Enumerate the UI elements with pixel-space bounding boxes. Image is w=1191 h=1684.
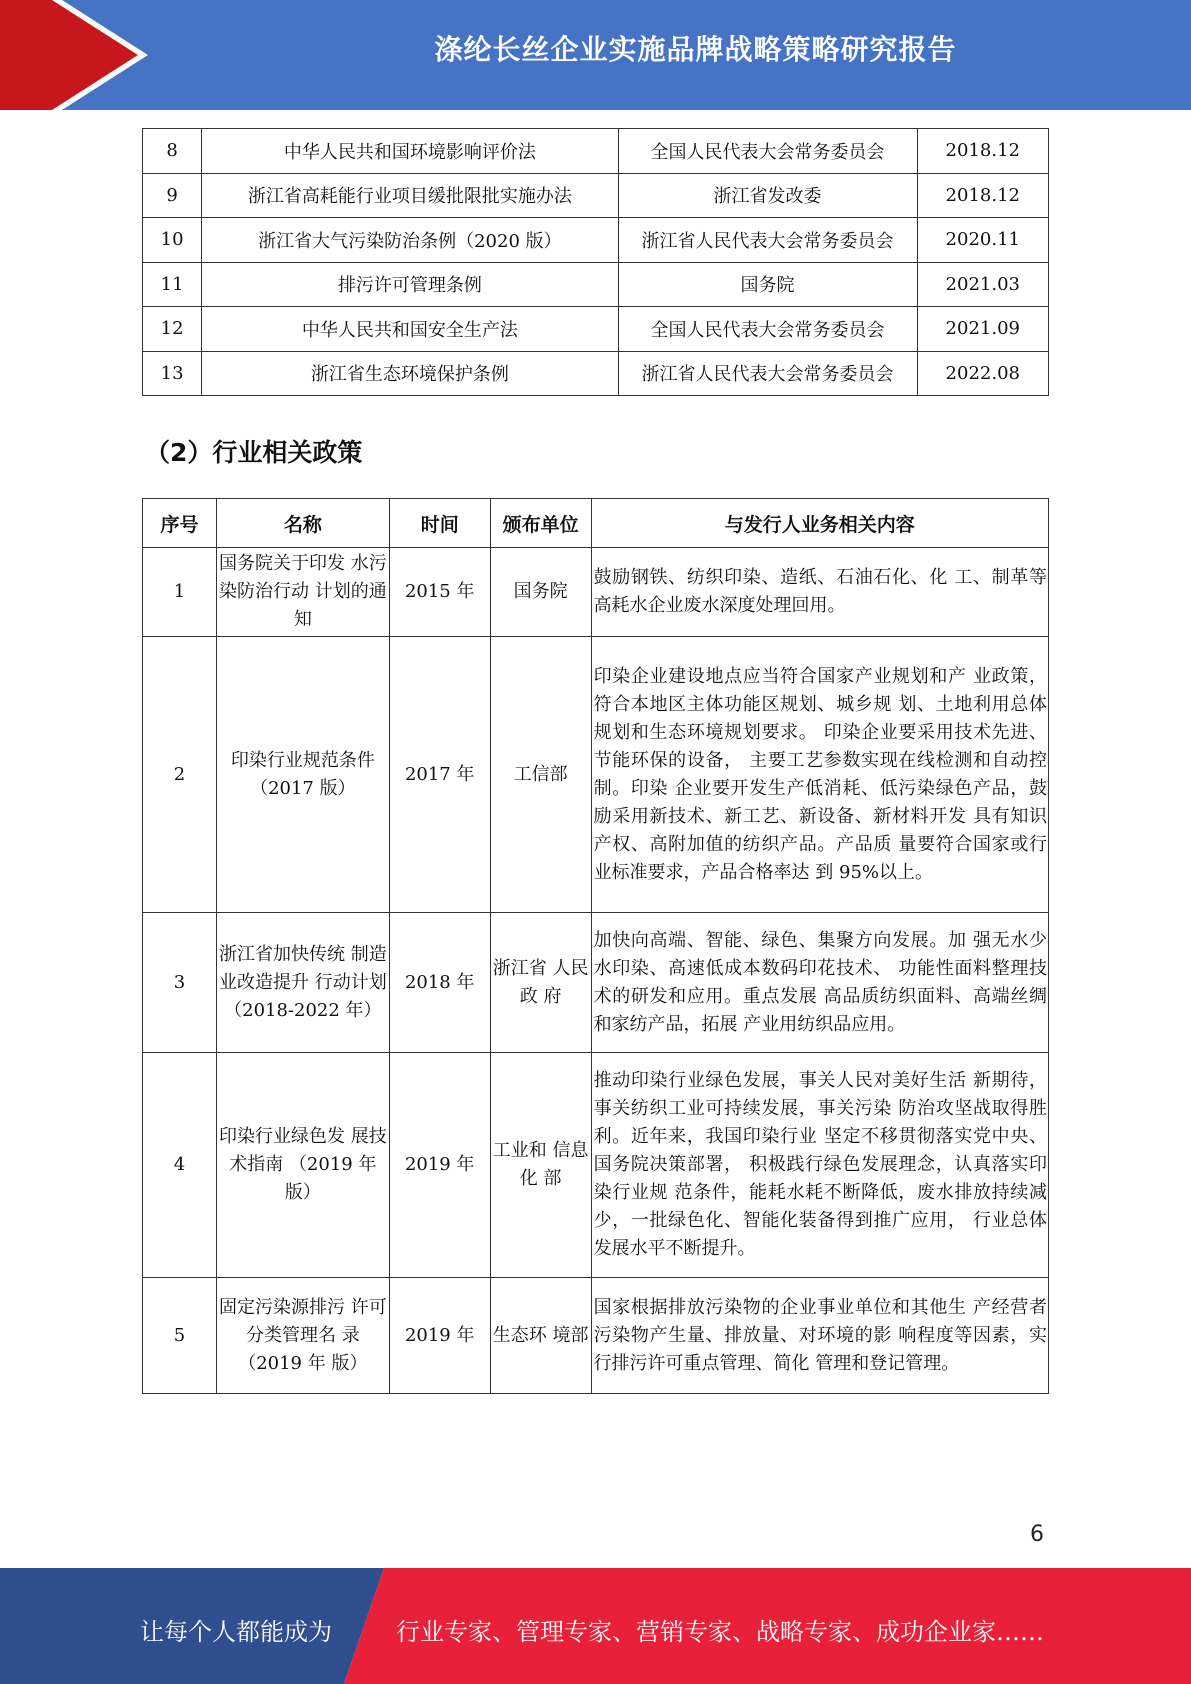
- law-no: 13: [143, 351, 202, 396]
- law-no: 12: [143, 307, 202, 352]
- policy-issuer: 工信部: [490, 637, 591, 913]
- law-no: 9: [143, 173, 202, 218]
- law-date: 2022.08: [917, 351, 1048, 396]
- law-date: 2021.09: [917, 307, 1048, 352]
- table-row: [143, 173, 1049, 218]
- law-issuer: 浙江省发改委: [618, 173, 917, 218]
- footer-slogan-left: 让每个人都能成为: [140, 1618, 332, 1646]
- page-footer: [0, 1568, 1191, 1684]
- law-issuer: 全国人民代表大会常务委员会: [618, 307, 917, 352]
- table-row: [143, 913, 1049, 1053]
- table-row: [143, 1278, 1049, 1394]
- policy-name: 印染行业规范条件（2017 版）: [216, 637, 389, 913]
- footer-slogan-right: 行业专家、管理专家、营销专家、战略专家、成功企业家……: [396, 1618, 1044, 1646]
- policy-content: 国家根据排放污染物的企业事业单位和其他生 产经营者污染物产生量、排放量、对环境的影 响程度等因素，实行排污许可重点管理、简化 管理和登记管理。: [591, 1278, 1048, 1394]
- policy-no: 4: [143, 1053, 217, 1278]
- policy-issuer: 浙江省 人民政 府: [490, 913, 591, 1053]
- law-date: 2021.03: [917, 262, 1048, 307]
- table-row: [143, 129, 1049, 174]
- policy-time: 2019 年: [389, 1053, 490, 1278]
- law-name: 浙江省大气污染防治条例（2020 版）: [202, 218, 618, 263]
- policy-content: 印染企业建设地点应当符合国家产业规划和产 业政策，符合本地区主体功能区规划、城乡规 划、土地利用总体规划和生态环境规划要求。 印染企业要采用技术先进、节能环保的设备， 主要工艺参数实现在线检测和自动控制。印染 企业要开发生产低消耗、低污染绿色产品，鼓 励采用新技术、新工艺、新设备、新材料开发 具有知识产权、高附加值的纺织产品。产品质 量要符合国家或行业标准要求，产品合格率达 到 95%以上。: [591, 637, 1048, 913]
- table-row: [143, 637, 1049, 913]
- policy-no: 1: [143, 548, 217, 637]
- law-table: [142, 128, 1049, 396]
- policy-time: 2019 年: [389, 1278, 490, 1394]
- law-issuer: 浙江省人民代表大会常务委员会: [618, 351, 917, 396]
- policy-issuer: 国务院: [490, 548, 591, 637]
- table-row: [143, 307, 1049, 352]
- page-number: 6: [1030, 1522, 1044, 1547]
- policy-name: 国务院关于印发 水污染防治行动 计划的通知: [216, 548, 389, 637]
- table-row: [143, 351, 1049, 396]
- law-name: 排污许可管理条例: [202, 262, 618, 307]
- policy-content: 加快向高端、智能、绿色、集聚方向发展。加 强无水少水印染、高速低成本数码印花技术、 功能性面料整理技术的研发和应用。重点发展 高品质纺织面料、高端丝绸和家纺产品，拓展 产业用纺织品应用。: [591, 913, 1048, 1053]
- law-name: 浙江省高耗能行业项目缓批限批实施办法: [202, 173, 618, 218]
- law-no: 8: [143, 129, 202, 174]
- policy-content: 鼓励钢铁、纺织印染、造纸、石油石化、化 工、制革等高耗水企业废水深度处理回用。: [591, 548, 1048, 637]
- law-no: 11: [143, 262, 202, 307]
- law-date: 2018.12: [917, 173, 1048, 218]
- policy-issuer: 工业和 信息化 部: [490, 1053, 591, 1278]
- header-no: 序号: [143, 499, 217, 548]
- table-row: [143, 548, 1049, 637]
- policy-name: 浙江省加快传统 制造业改造提升 行动计划 （2018-2022 年）: [216, 913, 389, 1053]
- policy-time: 2017 年: [389, 637, 490, 913]
- policy-issuer: 生态环 境部: [490, 1278, 591, 1394]
- policy-no: 2: [143, 637, 217, 913]
- law-date: 2020.11: [917, 218, 1048, 263]
- table-row: [143, 1053, 1049, 1278]
- table-row: [143, 218, 1049, 263]
- policy-name: 印染行业绿色发 展技术指南 （2019 年版）: [216, 1053, 389, 1278]
- law-name: 中华人民共和国环境影响评价法: [202, 129, 618, 174]
- law-issuer: 全国人民代表大会常务委员会: [618, 129, 917, 174]
- policy-time: 2018 年: [389, 913, 490, 1053]
- policy-table: [142, 498, 1049, 1394]
- header-time: 时间: [389, 499, 490, 548]
- header-content: 与发行人业务相关内容: [591, 499, 1048, 548]
- page-header: [0, 0, 1191, 110]
- policy-no: 5: [143, 1278, 217, 1394]
- policy-time: 2015 年: [389, 548, 490, 637]
- header-title: 涤纶长丝企业实施品牌战略策略研究报告: [434, 33, 957, 66]
- law-name: 中华人民共和国安全生产法: [202, 307, 618, 352]
- law-name: 浙江省生态环境保护条例: [202, 351, 618, 396]
- header-arrow-decoration: [0, 0, 160, 110]
- law-no: 10: [143, 218, 202, 263]
- section-heading: （2）行业相关政策: [145, 438, 363, 467]
- law-issuer: 浙江省人民代表大会常务委员会: [618, 218, 917, 263]
- table-header-row: [143, 499, 1049, 548]
- table-row: [143, 262, 1049, 307]
- law-date: 2018.12: [917, 129, 1048, 174]
- policy-name: 固定污染源排污 许可分类管理名 录（2019 年 版）: [216, 1278, 389, 1394]
- header-issuer: 颁布单位: [490, 499, 591, 548]
- policy-no: 3: [143, 913, 217, 1053]
- header-name: 名称: [216, 499, 389, 548]
- law-issuer: 国务院: [618, 262, 917, 307]
- policy-content: 推动印染行业绿色发展，事关人民对美好生活 新期待，事关纺织工业可持续发展，事关污染 防治攻坚战取得胜利。近年来，我国印染行业 坚定不移贯彻落实党中央、国务院决策部署， 积极践行绿色发展理念，认真落实印染行业规 范条件，能耗水耗不断降低，废水排放持续减 少，一批绿色化、智能化装备得到推广应用， 行业总体发展水平不断提升。: [591, 1053, 1048, 1278]
